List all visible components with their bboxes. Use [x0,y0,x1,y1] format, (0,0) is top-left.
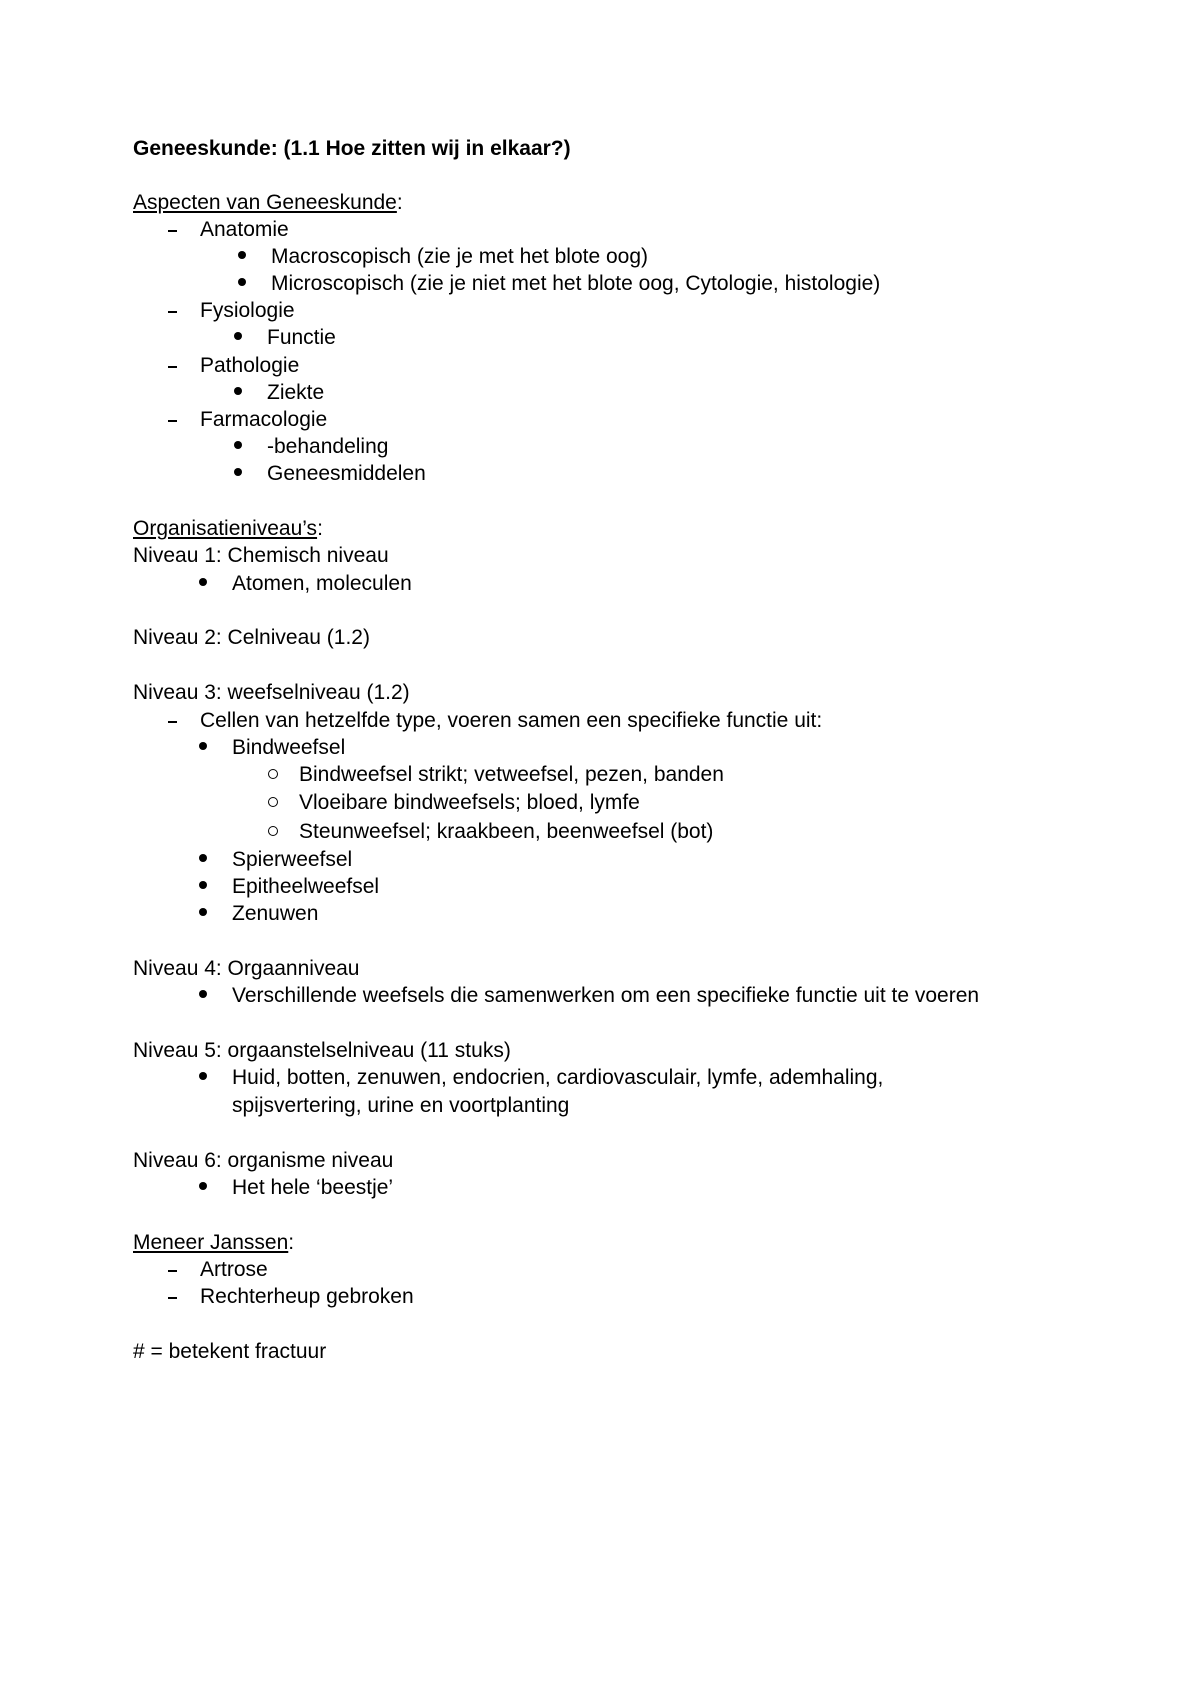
list-item: Artrose [200,1258,268,1281]
footnote: # = betekent fractuur [133,1340,327,1363]
bullet-marker [234,441,242,449]
circle-marker [268,826,278,836]
list-item-continuation: spijsvertering, urine en voortplanting [232,1094,570,1117]
bullet-marker [199,1182,207,1190]
list-item: Epitheelweefsel [232,875,380,898]
heading-colon: : [317,517,323,540]
section-heading-aspecten [133,192,403,213]
list-subitem: Microscopisch (zie je niet met het blote oog, Cytologie, histologie) [271,272,881,295]
niveau-3-label: Niveau 3: weefselniveau (1.2) [133,681,410,704]
bullet-marker [199,742,207,750]
heading-colon: : [396,191,403,214]
dash-marker [168,1297,177,1299]
list-item-anatomie: Anatomie [200,218,289,241]
list-subitem: Steunweefsel; kraakbeen, beenweefsel (bot) [299,820,714,843]
list-item-bindweefsel: Bindweefsel [232,736,346,759]
circle-marker [268,769,278,779]
list-subitem: Vloeibare bindweefsels; bloed, lymfe [299,791,640,814]
list-subitem: Geneesmiddelen [267,462,426,485]
section-heading-text: Organisatieniveau’s [133,517,318,540]
heading-colon: : [288,1231,295,1254]
circle-marker [268,797,278,807]
bullet-marker [238,278,246,286]
niveau-1-label: Niveau 1: Chemisch niveau [133,544,389,567]
dash-marker [168,420,177,422]
bullet-marker [199,1072,207,1080]
list-item: Zenuwen [232,902,319,925]
list-item-farmacologie: Farmacologie [200,408,328,431]
list-item: Spierweefsel [232,848,353,871]
bullet-marker [234,387,242,395]
dash-marker [168,366,177,368]
section-heading-text: Aspecten van Geneeskunde [133,191,397,214]
list-subitem: Functie [267,326,336,349]
bullet-marker [234,468,242,476]
list-item-pathologie: Pathologie [200,354,300,377]
list-item: Rechterheup gebroken [200,1285,414,1308]
bullet-marker [199,881,207,889]
bullet-marker [199,578,207,586]
bullet-marker [234,332,242,340]
list-item: Cellen van hetzelfde type, voeren samen een specifieke functie uit: [200,709,823,732]
niveau-6-label: Niveau 6: organisme niveau [133,1149,394,1172]
list-item: Verschillende weefsels die samenwerken om een specifieke functie uit te voeren [232,984,980,1007]
dash-marker [168,1270,177,1272]
list-subitem: Bindweefsel strikt; vetweefsel, pezen, banden [299,763,724,786]
list-subitem: Ziekte [267,381,325,404]
dash-marker [168,230,177,232]
section-heading-janssen [133,1232,294,1253]
list-subitem: -behandeling [267,435,389,458]
list-subitem: Macroscopisch (zie je met het blote oog) [271,245,649,268]
list-item-fysiologie: Fysiologie [200,299,295,322]
document-title: Geneeskunde: (1.1 Hoe zitten wij in elkaar?) [133,137,571,160]
list-item: Het hele ‘beestje’ [232,1176,394,1199]
bullet-marker [238,251,246,259]
niveau-4-label: Niveau 4: Orgaanniveau [133,957,360,980]
bullet-marker [199,908,207,916]
section-heading-organisatie [133,518,323,539]
section-heading-text: Meneer Janssen [133,1231,289,1254]
niveau-2-label: Niveau 2: Celniveau (1.2) [133,626,370,649]
bullet-marker [199,990,207,998]
list-item: Atomen, moleculen [232,572,412,595]
dash-marker [168,721,177,723]
bullet-marker [199,854,207,862]
dash-marker [168,311,177,313]
niveau-5-label: Niveau 5: orgaanstelselniveau (11 stuks) [133,1039,511,1062]
list-item: Huid, botten, zenuwen, endocrien, cardiovasculair, lymfe, ademhaling, [232,1066,884,1089]
